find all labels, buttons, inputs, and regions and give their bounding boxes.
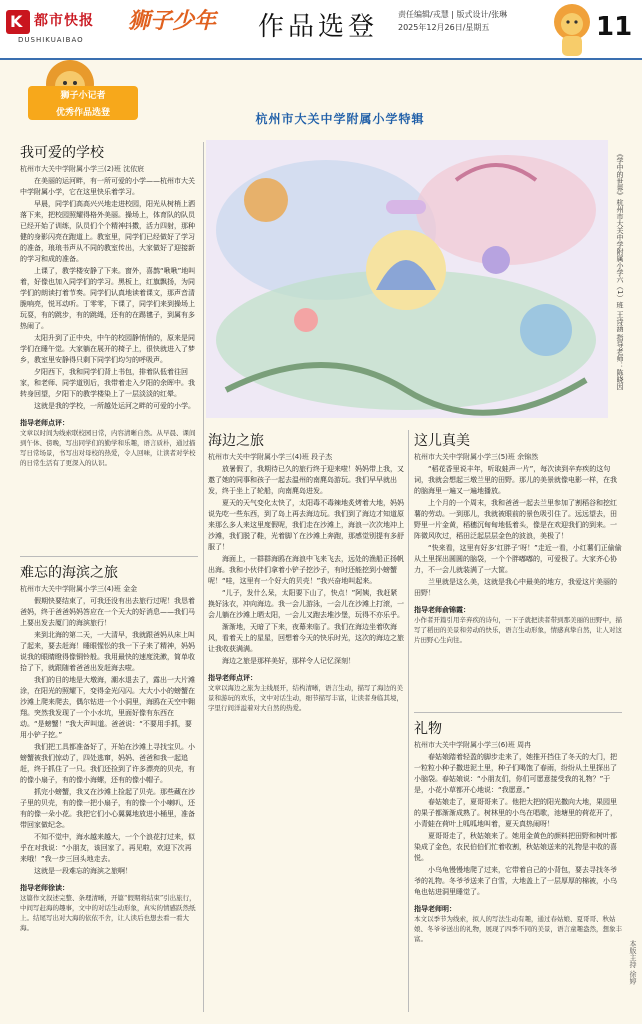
teacher-comment-heading: 指导老师明： bbox=[414, 905, 456, 913]
issue-date: 2025年12月26日/星期五 bbox=[398, 23, 490, 32]
article-paragraph: 这就是我的学校，一所越处运河之畔的可爱的小学。 bbox=[34, 402, 195, 410]
article-my-school bbox=[20, 142, 198, 468]
school-banner: 杭州市大关中学附属小学特辑 bbox=[255, 112, 425, 126]
page-meta: 责任编辑/戎慧 | 版式设计/张琳 2025年12月26日/星期五 bbox=[398, 10, 508, 32]
column-divider bbox=[20, 556, 198, 557]
column-brand: 狮子少年 bbox=[128, 8, 217, 34]
article-paragraph: 我们的目的地是大墩海，潮水退去了，露出一大片滩涂，在阳光的照耀下，变得金光闪闪。大大小小的螃蟹在沙滩上爬来爬去，偶尔钻进一个小洞里，海鸥在天空中翱翔。突然我发现了一个小水坑，里面好像有东西在动。“是螃蟹！”我大声叫道。爸爸说：“不要用手抓，要用小铲子挖。” bbox=[20, 676, 195, 739]
article-so-beautiful bbox=[414, 430, 622, 645]
article-beach-trip bbox=[208, 430, 404, 713]
teacher-comment-heading: 指导老师徐读： bbox=[20, 884, 69, 892]
teacher-comment: 这篇作文叙述完整、条理清晰，开篇“假期将结束”引出旅行，中间写赶海的趣事，文中的对话生动形象，真实的情感跃然纸上。结尾写出对大海的依依不舍，让人读后也想去看一看大海。 bbox=[20, 894, 196, 932]
article-paragraph: 夕阳西下，我和同学们背上书包，排着队低着往回家，和老师、同学道别后，我带着走入夕阳的余晖中。我转身回望，夕阳下的教学楼染上了一层淡淡的红晕。 bbox=[20, 368, 195, 398]
article-byline: 杭州市大关中学附属小学三(4)班 段子杰 bbox=[208, 453, 333, 461]
article-paragraph: “稻花香里说丰年，听取蛙声一片”，每次读到辛弃疾的这句词，我就会想起三墩兰里的田野。那儿的美景就像电影一样，在我的脑海里一遍又一遍地播放。 bbox=[414, 465, 617, 495]
article-title: 海边之旅 bbox=[208, 433, 264, 449]
editor-credit: 责任编辑/戎慧 bbox=[398, 10, 449, 19]
article-paragraph: 太阳升到了正中央，中午的校园静悄悄的，原来是同学们在睡午觉。大家躺在展开的椅子上，很快就进入了梦乡，教室里安静得只剩下同学们均匀的呼吸声。 bbox=[20, 334, 195, 364]
design-credit: 版式设计/张琳 bbox=[456, 10, 508, 19]
logo-mark bbox=[6, 10, 30, 34]
article-paragraph: 夏天的天气变化太快了，太阳毒不毒辣地炙烤着大地，妈妈说先吃一些东西，到了岛上再去海边玩。我们到了海边才知道原来那么多人来这里度假呢，我们走在沙滩上，海浪一次次地冲上沙滩，我们脱了鞋，光着脚丫在沙滩上奔跑，那感觉别提有多舒服了！ bbox=[208, 499, 404, 551]
article-paragraph: 春姑娘踏着轻盈的脚步走来了，她推开挡住了冬天的大门，把一粒粒小种子撒进泥土里，种子们喝饱了春雨，纷纷从土里探出了小脑袋。春姑娘说：“小朋友们，你们可愿意接受我的礼物？”于是，小花小草都开心地说：“我愿意。” bbox=[414, 753, 617, 794]
article-byline: 杭州市大关中学附属小学三(4)班 金金 bbox=[20, 585, 138, 593]
article-byline: 杭州市大关中学附属小学三(6)班 周冉 bbox=[414, 741, 532, 749]
teacher-comment: 本文以季节为线索，拟人的写法生动有趣，通过春姑娘、夏哥哥、秋姑娘、冬爷爷送出的礼物，展现了四季不同的美景，语言童趣盎然，想象丰富。 bbox=[414, 915, 622, 943]
article-paragraph: 春姑娘走了，夏哥哥来了。他把大把的阳光撒向大地，果园里的果子都渐渐成熟了。树林里的小鸟在唱歌，池塘里的荷花开了，小青蛙在荷叶上呱呱地叫着，夏天真热闹呀！ bbox=[414, 798, 617, 828]
article-paragraph: 夏哥哥走了，秋姑娘来了。她用金黄色的颜料把田野和树叶都染成了金色，农民伯伯们忙着收割，秋姑娘送来的礼物是丰收的喜悦。 bbox=[414, 832, 617, 862]
article-paragraph: 在美丽的运河畔，有一所可爱的小学——杭州市大关中学附属小学，它在这里快乐着学习。 bbox=[20, 177, 195, 196]
teacher-comment-heading: 指导老师点评： bbox=[20, 419, 69, 427]
teacher-comment-heading: 指导老师点评： bbox=[208, 674, 257, 682]
teacher-comment: 文章以海边之旅为主线展开，结构清晰，语言生动，描写了海边的美景和游玩的欢乐，文中对话生动，细节描写丰富，让读者身临其境，字里行间洋溢着对大自然的热爱。 bbox=[208, 684, 403, 712]
article-title: 这儿真美 bbox=[414, 433, 470, 449]
section-title: 作品选登 bbox=[258, 12, 379, 42]
article-paragraph: 假期快要结束了，可我还没有出去旅行过呢！我恳着爸妈，终于爸爸妈妈答应在一个天大的好消息——我们马上要出发去厦门的海滨旅行！ bbox=[20, 597, 195, 627]
article-byline: 杭州市大关中学附属小学三(5)班 余锦然 bbox=[414, 453, 539, 461]
student-artwork bbox=[206, 140, 608, 418]
article-paragraph: 抓完小螃蟹，我又在沙滩上捡起了贝壳。那些藏在沙子里的贝壳，有的像一把小扇子，有的像一个小喇叭，还有的像一朵小花。我把它们小心翼翼地放进小桶里，准备带回家做纪念。 bbox=[20, 788, 195, 829]
article-paragraph: “快来看，这里有好多‘红胖子’呀！”走近一看，小红薯们正偷偷从土里探出圆圆的脑袋，一个个胖嘟嘟的，可爱极了。大家齐心协力，不一会儿就装满了一大筐。 bbox=[414, 544, 622, 574]
article-paragraph: 兰里就是这么美，这就是我心中最美的地方，我爱这片美丽的田野！ bbox=[414, 578, 617, 597]
article-paragraph: 上个月的一个周末，我和爸爸一起去兰里参加了割稻谷和挖红薯的劳动。一到那儿，我就被眼前的景色吸引住了。远远望去，田野里一片金黄，稻穗沉甸甸地低着头，像是在欢迎我们的到来。一阵微风吹过，稻田泛起层层金色的波浪，美极了！ bbox=[414, 499, 617, 540]
article-paragraph: 不知不觉中，海水越来越大，一个个浪花打过来，似乎在对我说：“小朋友，该回家了。再见啦，欢迎下次再来哦！”我一步三回头地走去。 bbox=[20, 833, 195, 863]
newspaper-logo bbox=[6, 10, 126, 44]
article-seaside-trip bbox=[20, 562, 198, 933]
teacher-comment-heading: 指导老师俞锦霞： bbox=[414, 606, 470, 614]
column-divider bbox=[203, 142, 204, 1012]
article-paragraph: 这就是一段难忘的海滨之旅啊！ bbox=[34, 867, 132, 875]
article-title: 礼物 bbox=[414, 721, 442, 737]
page-number: 11 bbox=[596, 12, 633, 42]
article-paragraph: “儿子，发什么呆，太阳要下山了，快点！”阿姨，我赶紧换好泳衣，冲向海边。我一会儿游泳，一会儿在沙滩上打滚，一会儿躺在沙滩上晒太阳，一会儿又跑去堆沙堡，玩得不亦乐乎。 bbox=[208, 589, 404, 619]
article-paragraph: 早晨，同学们高高兴兴地走进校园，阳光从树梢上洒落下来，把校园照耀得格外美丽。操场上，体育队的队员已经开始了训练，队员们个个精神抖擞，活力四射，那种健的身影闪亮在跑道上。教室里，同学们已经做好了学习的准备，琅琅书声从不同的教室传出，大家做好了迎接新的学习和成的准备。 bbox=[20, 200, 195, 263]
page-header bbox=[0, 0, 642, 60]
article-paragraph: 来到北海的第二天，一大清早，我就跟爸妈从床上叫了起来，要去赶海！睡眼惺忪的我一下子来了精神，妈妈说我的眼睛瞪得像铜铃般。我用最快的速度洗漱，简单收拾了下，就跟随着爸爸出发赶海去啦。 bbox=[20, 631, 195, 672]
teacher-comment: 文章以时间为线索联校园日常，内容清晰自然。从早晨、课间到午休、傍晚，写出同学们的勤学和乐趣，语言质朴，通过描写日常场景，书写出对母校的热爱，令人回味，让读者对学校的日常生活有了更深入的认识。 bbox=[20, 429, 196, 467]
reporter-ribbon bbox=[28, 86, 138, 120]
page-host-credit: 本版主持 徐婷 bbox=[629, 940, 637, 985]
teacher-comment: 小作者开篇引用辛弃疾的诗句，一下子就把读者带到那美丽的田野中，描写了稻田的美景和劳动的快乐，语言生动形象，情感真挚自然，让人对这片田野心生向往。 bbox=[414, 616, 622, 644]
article-byline: 杭州市大关中学附属小学三(2)班 沈依宸 bbox=[20, 165, 145, 173]
article-paragraph: 海边之旅是那样美好，那样令人记忆深刻！ bbox=[222, 657, 355, 665]
column-divider bbox=[408, 430, 409, 1012]
ribbon-line-1: 狮子小记者 bbox=[60, 91, 106, 101]
article-paragraph: 上课了，教学楼安静了下来。窗外，喜鹊“啾啾”地叫着，好像也加入同学们的学习。黑板上，红旗飘扬，为同学们的朗读打着节奏。同学们认真地读着课文，那声音清脆响亮，悦耳动听。丁零零，下课了，同学们来到操场上玩耍，有的跳步，有的跳绳，还有的在踢毽子，到属有多热闹了。 bbox=[20, 267, 196, 330]
logo-letter: K bbox=[10, 12, 23, 31]
lion-mascot-icon bbox=[550, 2, 594, 58]
article-paragraph: 海面上，一群群海鸥在海浪中飞来飞去，远处的渔船正扬帆出海。我和小伙伴们拿着小铲子挖沙子，有时还能挖到小螃蟹呢！“哇，这里有一个好大的贝壳！”我兴奋地叫起来。 bbox=[208, 555, 404, 585]
article-paragraph: 渐渐地，天暗了下来，夜幕来临了。我们在海边坐着吹海风，看着天上的星星，回想着今天的快乐时光，这次的海边之旅让我收获满满。 bbox=[208, 623, 404, 653]
article-title: 我可爱的学校 bbox=[20, 145, 104, 161]
ribbon-line-2: 优秀作品选登 bbox=[55, 108, 110, 118]
logo-chinese-name: 都市快报 bbox=[34, 13, 94, 29]
logo-english-name: DUSHIKUAIBAO bbox=[18, 36, 84, 44]
article-paragraph: 小乌龟慢慢地爬了过来，它带着自己的小背包，要去寻找冬爷爷的礼物。冬爷爷送来了白雪，大地盖上了一层厚厚的棉被，小乌龟也钻进洞里睡觉了。 bbox=[414, 866, 617, 896]
artwork-caption: 《学中的世界》杭州市大关中学附属小学六（1）班 王诗涵 指导老师：陈晓因 bbox=[616, 150, 624, 390]
article-title: 难忘的海滨之旅 bbox=[20, 565, 118, 581]
article-paragraph: 放暑假了，我期待已久的旅行终于迎来啦！妈妈带上我，又邀了她的同事和孩子一起去温州的南麂岛游玩。我们早早就出发，终于坐上了轮船，向南麂岛进发。 bbox=[208, 465, 404, 495]
article-paragraph: 我们把工具都准备好了，开始在沙滩上寻找宝贝。小螃蟹被我们惊动了，四处逃窜，妈妈、爸爸和我一起追赶，终于抓住了一只。我们还捡到了许多漂亮的贝壳，有的像小扇子，有的像小海螺，还有的像小帽子。 bbox=[20, 743, 195, 784]
article-gift bbox=[414, 718, 622, 944]
column-divider bbox=[414, 712, 622, 713]
